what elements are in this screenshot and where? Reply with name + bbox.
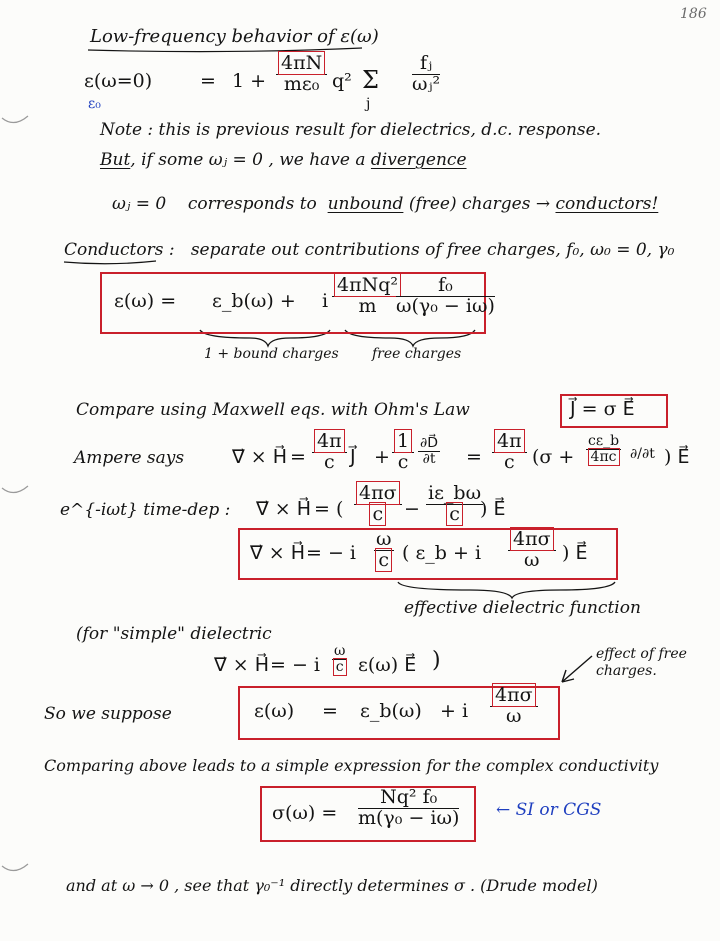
ampere-frac1 bbox=[312, 432, 347, 473]
ampere-den2: c bbox=[397, 450, 409, 473]
eq3-c: c bbox=[375, 548, 392, 572]
ohms-law: J⃗ = σ E⃗ bbox=[570, 398, 635, 420]
si-note bbox=[496, 800, 601, 820]
eq2-boxed: 4πNq² bbox=[334, 273, 401, 297]
eq1-q2: q² bbox=[332, 70, 352, 92]
divergence-word: divergence bbox=[370, 150, 467, 170]
timedep-label: e^{-iωt} time-dep : bbox=[60, 500, 231, 520]
conductors-colon: : bbox=[168, 240, 175, 260]
si-arrow: ← bbox=[496, 800, 511, 820]
sigma-lhs: σ(ω) = bbox=[272, 802, 338, 824]
compare-line: Compare using Maxwell eqs. with Ohm's Law bbox=[76, 400, 470, 420]
timedep-frac1 bbox=[354, 484, 402, 525]
eq2-frac2 bbox=[396, 276, 495, 317]
eq2-lhs: ε(ω) = bbox=[114, 290, 177, 312]
ampere-frac4 bbox=[492, 432, 527, 473]
note-line: Note : this is previous result for dielectrics, d.c. response. bbox=[100, 120, 602, 140]
timedep-frac2 bbox=[426, 484, 483, 525]
eq3-frac2 bbox=[508, 530, 556, 571]
ampere-close: ) E⃗ bbox=[664, 446, 690, 468]
eq1-sum: Σ bbox=[362, 66, 379, 94]
eq3-close: ) E⃗ bbox=[562, 542, 588, 564]
suppose-label: So we suppose bbox=[44, 704, 172, 724]
omega-lhs: ωⱼ = 0 bbox=[112, 194, 167, 214]
but-line bbox=[100, 150, 467, 170]
suppose-eq: = bbox=[322, 700, 338, 722]
binder-hole-2 bbox=[2, 486, 28, 493]
eq1-box: 4πN bbox=[278, 51, 325, 75]
ampere-box1: 4π bbox=[314, 429, 345, 453]
final-line: and at ω → 0 , see that γ₀⁻¹ directly determines σ . (Drude model) bbox=[66, 876, 598, 895]
eq3-frac1 bbox=[374, 530, 394, 571]
si-text: SI or CGS bbox=[515, 800, 602, 820]
conductors-text: separate out contributions of free charges, f₀, ω₀ = 0, γ₀ bbox=[190, 240, 675, 260]
timedep-box1: 4πσ bbox=[356, 481, 400, 505]
eq1-sum-idx: j bbox=[366, 96, 371, 112]
timedep-eq: = ( bbox=[314, 498, 344, 520]
ampere-box4: 4πc bbox=[588, 448, 620, 466]
timedep-curl: ∇⃗ × H⃗ bbox=[256, 498, 311, 520]
heading: Low-frequency behavior of ε(ω) bbox=[90, 26, 379, 47]
eq1-frac bbox=[276, 54, 327, 95]
ampere-ddt: ∂/∂t bbox=[630, 446, 655, 462]
ampere-eq: = bbox=[290, 446, 306, 468]
ampere-dt: ∂t bbox=[422, 450, 436, 467]
eq1-f-frac bbox=[412, 54, 440, 95]
ampere-label: Ampere says bbox=[74, 448, 185, 468]
omega-line bbox=[112, 194, 658, 214]
eq3-eq: = − i bbox=[306, 542, 356, 564]
ampere-dD: ∂D⃗ bbox=[420, 435, 439, 451]
ampere-paren: (σ + bbox=[532, 446, 575, 468]
sigma-num: Nq² f₀ bbox=[358, 788, 459, 809]
ampere-J: J⃗ bbox=[350, 446, 356, 468]
simple-rest: ε(ω) E⃗ bbox=[358, 654, 417, 676]
eq2-den: m bbox=[358, 294, 377, 317]
eq1-f-num: fⱼ bbox=[412, 54, 440, 75]
timedep-den2: c bbox=[446, 502, 463, 526]
simple-curl: ∇⃗ × H⃗ bbox=[214, 654, 269, 676]
bound-label: 1 + bound charges bbox=[204, 346, 339, 362]
ampere-box2: 1 bbox=[394, 429, 412, 453]
omega-mid: corresponds to bbox=[187, 194, 317, 214]
suppose-plus-i: + i bbox=[440, 700, 469, 722]
simple-eq: = − i bbox=[270, 654, 320, 676]
binder-hole-1 bbox=[2, 116, 28, 123]
conductors-line bbox=[64, 240, 674, 260]
eq1-den: mε₀ bbox=[283, 72, 320, 95]
conductors-word: conductors! bbox=[555, 194, 659, 214]
eq1-lhs: ε(ω=0) bbox=[84, 70, 153, 92]
simple-w: ω bbox=[334, 643, 346, 659]
eq2-frac1 bbox=[332, 276, 403, 317]
conductors-label: Conductors bbox=[64, 240, 164, 260]
eq1-lhs-sub: ε₀ bbox=[88, 96, 101, 112]
eq2-i: i bbox=[322, 290, 329, 312]
suppose-lhs: ε(ω) bbox=[254, 700, 295, 722]
but-mid: , if some ωⱼ = 0 , we have a bbox=[130, 150, 366, 170]
suppose-frac bbox=[490, 686, 538, 727]
but-word: But bbox=[100, 150, 131, 170]
eq3-den: ω bbox=[524, 548, 540, 571]
simple-text: (for "simple" dielectric bbox=[76, 624, 272, 644]
ampere-frac5 bbox=[586, 434, 621, 464]
eq2-term1: ε_b(ω) + bbox=[212, 290, 296, 312]
eq1-one-plus: 1 + bbox=[232, 70, 267, 92]
effective-label: effective dielectric function bbox=[404, 598, 641, 618]
page-number: 186 bbox=[680, 6, 707, 22]
ampere-ceb: cε_b bbox=[588, 433, 620, 449]
free-label: free charges bbox=[372, 346, 462, 362]
ampere-eq2: = bbox=[466, 446, 482, 468]
suppose-eb: ε_b(ω) bbox=[360, 700, 422, 722]
eq3-paren: ( ε_b + i bbox=[402, 542, 482, 564]
eq1-eq: = bbox=[200, 70, 216, 92]
binder-hole-3 bbox=[2, 864, 28, 871]
eq2-f0: f₀ bbox=[396, 276, 495, 297]
ampere-box3: 4π bbox=[494, 429, 525, 453]
sigma-den: m(γ₀ − iω) bbox=[358, 806, 460, 829]
effect-arrow bbox=[562, 656, 592, 682]
eq2-wden: ω(γ₀ − iω) bbox=[396, 294, 495, 317]
timedep-num2: iε_bω bbox=[428, 482, 482, 504]
omega-rest: (free) charges bbox=[408, 194, 531, 214]
ampere-den1: c bbox=[323, 450, 335, 473]
comparing-line: Comparing above leads to a simple expression for the complex conductivity bbox=[44, 756, 659, 775]
ampere-plus: + bbox=[374, 446, 390, 468]
eq3-curl: ∇⃗ × H⃗ bbox=[250, 542, 305, 564]
ampere-frac3 bbox=[418, 436, 440, 466]
effective-brace bbox=[398, 582, 615, 598]
eq3-boxed: 4πσ bbox=[510, 527, 554, 551]
simple-c: c bbox=[333, 658, 347, 676]
suppose-boxed: 4πσ bbox=[492, 683, 536, 707]
ampere-frac2 bbox=[392, 432, 414, 473]
ampere-curl: ∇⃗ × H⃗ bbox=[232, 446, 287, 468]
simple-close: ) bbox=[432, 648, 441, 673]
eq3-w: ω bbox=[376, 528, 392, 550]
suppose-den: ω bbox=[506, 704, 522, 727]
effect-note: effect of free charges. bbox=[596, 646, 687, 679]
conductors-underline bbox=[64, 261, 156, 264]
ampere-den3: c bbox=[503, 450, 515, 473]
eq1-f-den: ωⱼ² bbox=[412, 72, 441, 95]
simple-frac bbox=[332, 644, 347, 674]
unbound-word: unbound bbox=[327, 194, 404, 214]
timedep-den1: c bbox=[369, 502, 386, 526]
omega-arrow: → bbox=[535, 194, 551, 214]
timedep-minus: − bbox=[404, 498, 420, 520]
timedep-close: ) E⃗ bbox=[480, 498, 506, 520]
sigma-frac bbox=[358, 788, 459, 829]
